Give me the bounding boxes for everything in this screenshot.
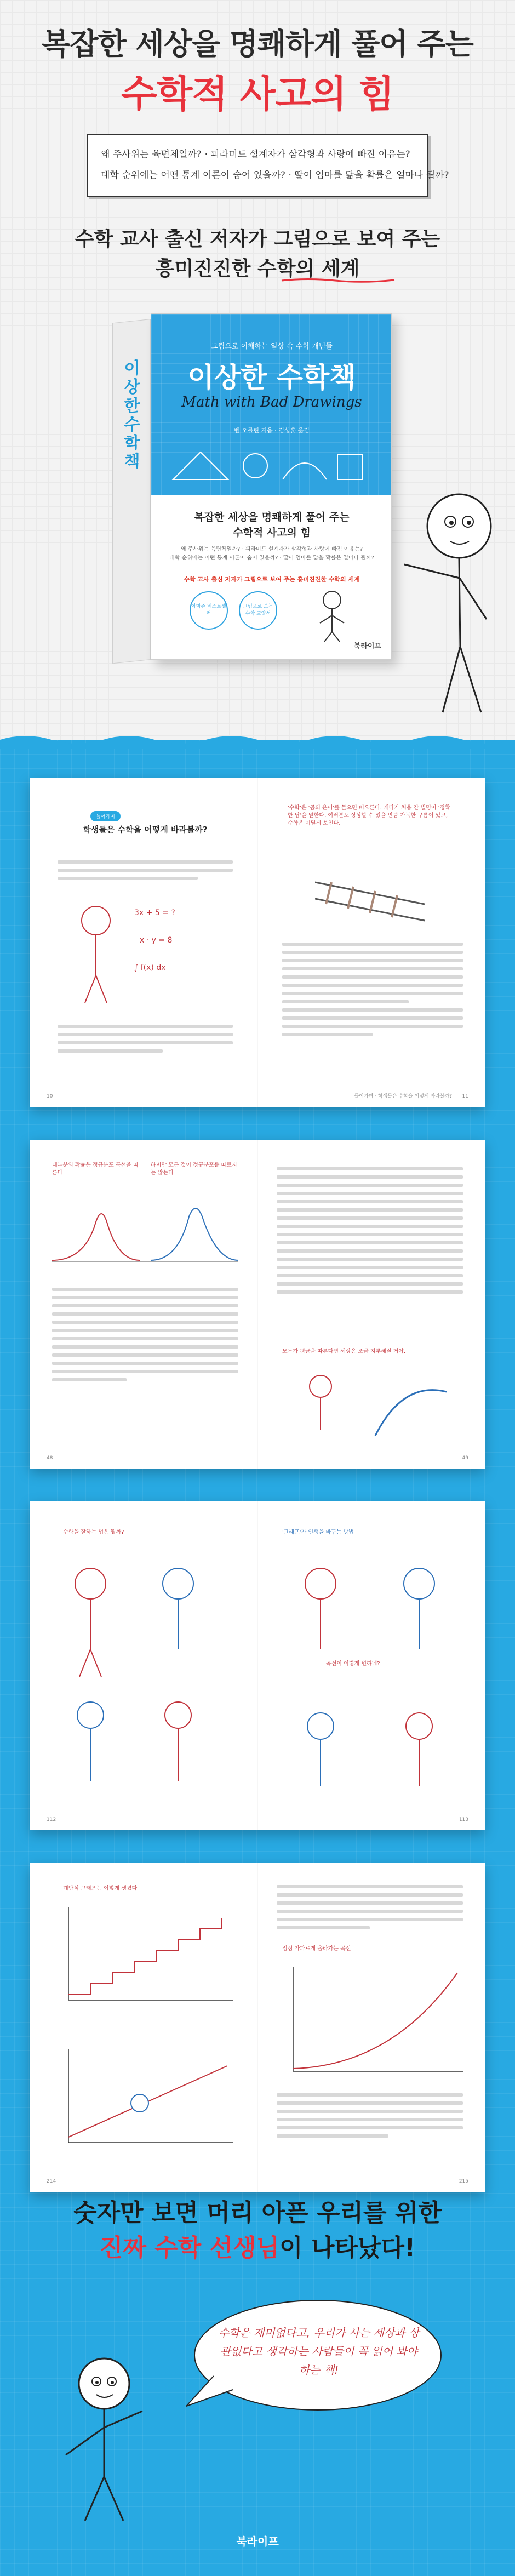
cover-subtitle: Math with Bad Drawings bbox=[181, 394, 362, 410]
questions-box bbox=[87, 134, 449, 197]
outro-line1: 숫자만 보면 머리 아픈 우리를 위한 bbox=[73, 2199, 442, 2227]
speech-bubble-text: 수학은 재미없다고, 우리가 사는 세상과 상관없다고 생각하는 사람들이 꼭 읽어 봐야 하는 책! bbox=[218, 2326, 420, 2377]
handwritten-note: 계단식 그래프는 이렇게 생겼다 bbox=[63, 1886, 138, 1892]
page-number-left: 112 bbox=[47, 1817, 56, 1823]
body-text-block bbox=[282, 943, 463, 1041]
body-text-block bbox=[277, 1167, 463, 1299]
cover-stick-figure bbox=[310, 588, 354, 643]
page-number-left: 214 bbox=[47, 2179, 56, 2184]
sample-spread-4 bbox=[30, 1863, 485, 2192]
illustration-step-graph bbox=[58, 1901, 238, 2011]
handwritten-note: '수학'은 '곰의 은어'를 들으면 떠오른다. 게다가 처음 간 별명이 '정확한 답'을 말한다. 여러분도 상상할 수 있을 만큼 가득한 구름이 있고, 수학은 이렇게 보인다. bbox=[288, 805, 450, 826]
badge-left: 아마존 베스트셀러 bbox=[190, 591, 228, 630]
body-text-block bbox=[58, 860, 233, 885]
cover-red-text: 수학 교사 출신 저자가 그림으로 보여 주는 흥미진진한 수학의 세계 bbox=[184, 576, 360, 583]
chapter-tag: 들어가며 bbox=[90, 811, 121, 821]
subtitle-line1: 수학 교사 출신 저자가 그림으로 보여 주는 bbox=[75, 228, 440, 250]
page-number-right: 113 bbox=[459, 1817, 468, 1823]
cover-authors: 벤 오를린 지음 · 김성훈 옮김 bbox=[234, 427, 310, 434]
body-text-block bbox=[277, 1885, 463, 1934]
question-line: 대학 순위에는 어떤 통계 이론이 숨어 있을까? · 딸이 엄마를 닮을 확률은 얼마나 될까? bbox=[101, 170, 449, 181]
sample-spread-2 bbox=[30, 1140, 485, 1469]
gutter bbox=[257, 778, 258, 1107]
handwritten-note: '그래프'가 인생을 바꾸는 방법 bbox=[282, 1529, 354, 1535]
handwritten-note: 하지만 모든 것이 정규분포를 따르지는 않는다 bbox=[151, 1162, 237, 1176]
scribble-underline bbox=[281, 277, 396, 283]
running-header: 들어가며 · 학생들은 수학을 어떻게 바라볼까? bbox=[354, 1094, 452, 1099]
handwritten-note: 모두가 평균을 따른다면 세상은 조금 지루해질 거야. bbox=[282, 1349, 406, 1355]
wave-divider bbox=[0, 732, 515, 749]
illustration-rails bbox=[315, 860, 425, 926]
cover-small-text: 왜 주사위는 육면체일까? · 피라미드 설계자가 삼각형과 사랑에 빠진 이유는? 대학 순위에는 어떤 통계 이론이 숨어 있을까? · 딸이 엄마를 닮을 확률은 얼마나 될까? bbox=[169, 546, 374, 561]
hero-title-line1: 복잡한 세상을 명쾌하게 풀어 주는 bbox=[42, 27, 473, 61]
illustration-figures bbox=[293, 1370, 457, 1447]
handwritten-note: 곡선이 이렇게 변하네? bbox=[326, 1661, 380, 1667]
page-number-right: 215 bbox=[459, 2179, 468, 2184]
footer-publisher-logo: 북라이프 bbox=[236, 2535, 279, 2548]
outro-highlight: 진짜 수학 선생님 bbox=[99, 2234, 280, 2262]
cover-publisher: 북라이프 bbox=[353, 642, 381, 650]
gutter bbox=[257, 1863, 258, 2192]
illustration-line-graph bbox=[58, 2044, 238, 2154]
svg-text:∫ f(x) dx: ∫ f(x) dx bbox=[134, 963, 166, 972]
badge-right: 그림으로 보는 수학 교양서 bbox=[239, 591, 277, 630]
sample-spread-1 bbox=[30, 778, 485, 1107]
body-text-block bbox=[58, 1025, 233, 1058]
body-text-block bbox=[52, 1288, 238, 1386]
book-cover bbox=[151, 313, 392, 660]
chapter-title: 학생들은 수학을 어떻게 바라볼까? bbox=[83, 825, 208, 835]
subtitle-line2: 흥미진진한 수학의 세계 bbox=[155, 258, 360, 280]
handwritten-note: 점점 가파르게 올라가는 곡선 bbox=[282, 1946, 351, 1952]
cover-title: 이상한 수학책 bbox=[187, 362, 356, 393]
stick-figure-speaker bbox=[33, 2351, 175, 2526]
question-line: 왜 주사위는 육면체일까? · 피라미드 설계자가 삼각형과 사랑에 빠진 이유는? bbox=[101, 149, 410, 160]
handwritten-note: 수학을 잘하는 법은 뭘까? bbox=[63, 1529, 124, 1535]
hero-section bbox=[0, 0, 515, 740]
cover-bottom-line1: 복잡한 세상을 명쾌하게 풀어 주는 bbox=[194, 511, 350, 523]
cover-top-panel bbox=[151, 314, 392, 495]
page-number-right: 49 bbox=[462, 1455, 468, 1461]
illustration-student-math bbox=[68, 893, 222, 1014]
body-text-block bbox=[277, 2093, 463, 2143]
stick-figure-pointing bbox=[393, 482, 503, 723]
cover-tagline: 그림으로 이해하는 일상 속 수학 개념들 bbox=[211, 342, 333, 351]
cover-bottom-line2: 수학적 사고의 힘 bbox=[233, 527, 311, 539]
page-number-left: 48 bbox=[47, 1455, 53, 1461]
book-image bbox=[112, 313, 400, 664]
illustration-stick-figures bbox=[52, 1551, 238, 1803]
svg-text:x · y = 8: x · y = 8 bbox=[140, 936, 173, 945]
handwritten-note: 대부분의 확률은 정규분포 곡선을 따른다 bbox=[52, 1162, 139, 1176]
spine-title: 이상한수학책 bbox=[124, 358, 140, 473]
gutter bbox=[257, 1140, 258, 1469]
illustration-bell-curves bbox=[52, 1200, 238, 1271]
outro-line2 bbox=[0, 2228, 515, 2263]
page-number-left: 10 bbox=[47, 1094, 53, 1099]
cover-doodles bbox=[168, 441, 376, 490]
page-number-right: 11 bbox=[462, 1094, 468, 1099]
outro-line2-rest: 이 나타났다! bbox=[279, 2234, 416, 2262]
illustration-stick-figures bbox=[282, 1551, 468, 1792]
illustration-exponential-curve bbox=[282, 1962, 468, 2082]
book-spine bbox=[112, 319, 151, 664]
sample-spread-3 bbox=[30, 1501, 485, 1830]
svg-text:3x + 5 = ?: 3x + 5 = ? bbox=[134, 909, 175, 917]
gutter bbox=[257, 1501, 258, 1830]
hero-title-line2: 수학적 사고의 힘 bbox=[121, 73, 394, 116]
cover-bottom-panel bbox=[151, 495, 392, 660]
